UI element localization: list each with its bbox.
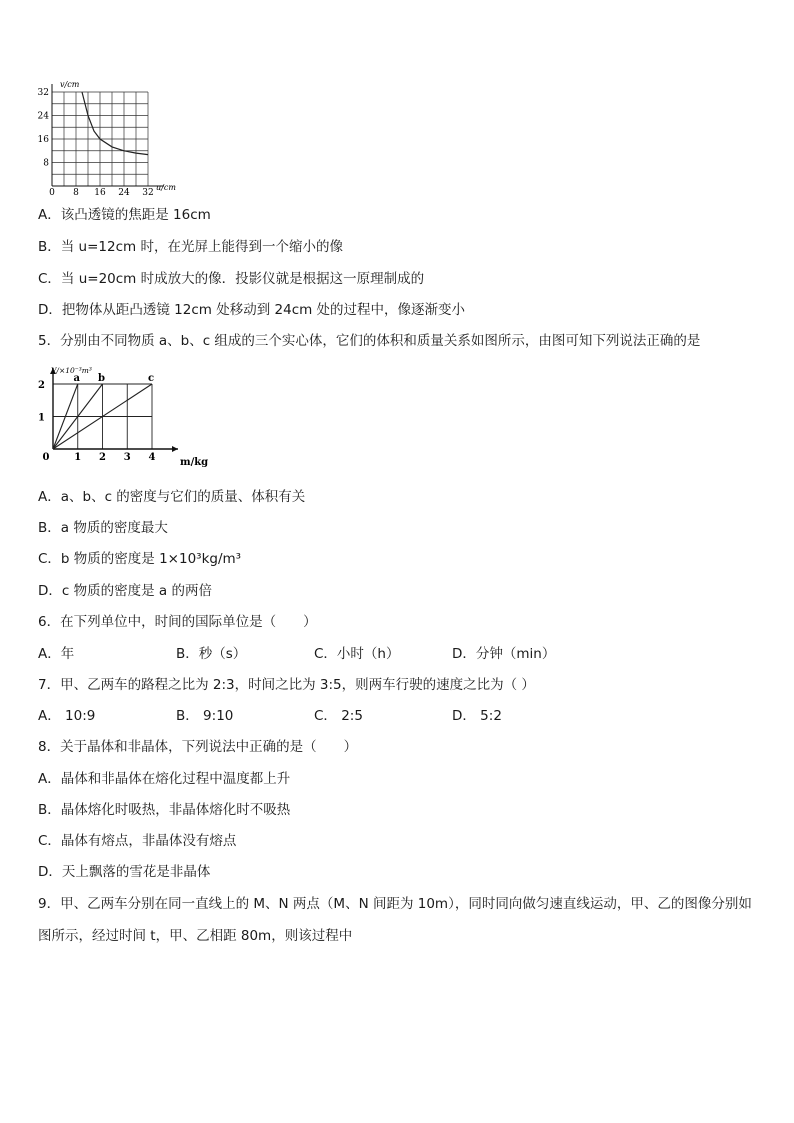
volume-mass-y-tick: 2 [38,380,45,391]
q7-option-d[interactable]: D． 5:2 [452,708,502,724]
lens-graph-y-tick: 24 [37,111,49,122]
q7-option-a[interactable]: A． 10:9 [38,708,96,724]
q8-stem: 8．关于晶体和非晶体，下列说法中正确的是（ ） [38,739,358,755]
q7-stem: 7．甲、乙两车的路程之比为 2:3，时间之比为 3:5，则两车行驶的速度之比为（ ） [38,677,535,693]
lens-graph-x-tick: 24 [118,188,130,198]
volume-mass-x-tick: 0 [42,452,50,463]
q5-stem: 5．分别由不同物质 a、b、c 组成的三个实心体，它们的体积和质量关系如图所示，由图可知下列说法正确的是 [38,333,701,349]
lens-graph-x-tick: 8 [73,188,79,198]
q6-option-b[interactable]: B．秒（s） [176,646,247,662]
series-label-a: a [73,373,80,384]
lens-graph-xlabel: u/cm [156,183,176,192]
q5-option-b[interactable]: B．a 物质的密度最大 [38,520,168,536]
lens-graph-y-tick: 8 [43,158,49,169]
volume-mass-y-tick: 1 [38,412,45,424]
volume-mass-graph-ylabel: V/×10⁻³m³ [51,366,92,375]
lens-graph-x-tick: 0 [49,188,55,198]
q5-option-a[interactable]: A．a、b、c 的密度与它们的质量、体积有关 [38,489,306,505]
lens-graph-x-tick: 32 [142,188,154,198]
q8-option-a[interactable]: A．晶体和非晶体在熔化过程中温度都上升 [38,771,291,787]
lens-graph-x-tick: 16 [94,188,106,198]
q6-option-d[interactable]: D．分钟（min） [452,646,556,662]
q5-option-d[interactable]: D．c 物质的密度是 a 的两倍 [38,583,212,599]
volume-mass-graph-ticks [38,380,155,463]
lens-graph-y-tick: 16 [37,135,49,145]
q6-option-a[interactable]: A．年 [38,646,75,662]
series-label-c: c [147,373,155,384]
lens-graph-curve [82,92,148,155]
volume-mass-x-tick: 2 [99,452,106,463]
q9-stem: 9．甲、乙两车分别在同一直线上的 M、N 两点（M、N 间距为 10m），同时同向做匀速直线运动，甲、乙的图像分别如图所示，经过时间 t，甲、乙相距 80m，则该过程中 [38,896,752,944]
q4-option-d[interactable]: D．把物体从距凸透镜 12cm 处移动到 24cm 处的过程中，像逐渐变小 [38,302,466,318]
q4-option-c[interactable]: C．当 u=20cm 时成放大的像．投影仪就是根据这一原理制成的 [38,271,425,287]
q7-option-b[interactable]: B． 9:10 [176,708,234,724]
volume-mass-x-arrow [172,446,178,452]
lens-graph [34,78,194,198]
volume-mass-graph-axes [50,368,178,452]
q5-option-c[interactable]: C．b 物质的密度是 1×10³kg/m³ [38,551,242,567]
volume-mass-graph-xlabel: m/kg [180,457,209,468]
lens-graph-axes [52,84,164,186]
lens-graph-y-tick: 32 [37,88,49,98]
lens-graph-ylabel: v/cm [60,80,80,89]
q6-option-c[interactable]: C．小时（h） [314,646,400,662]
q6-stem: 6．在下列单位中，时间的国际单位是（ ） [38,614,317,630]
q8-option-c[interactable]: C．晶体有熔点，非晶体没有熔点 [38,833,237,849]
volume-mass-graph [34,364,224,476]
q4-option-a[interactable]: A．该凸透镜的焦距是 16cm [38,207,211,223]
q8-option-b[interactable]: B．晶体熔化时吸热，非晶体熔化时不吸热 [38,802,291,818]
series-label-b: b [98,373,105,384]
volume-mass-x-tick: 4 [148,452,156,463]
volume-mass-x-tick: 1 [74,452,82,463]
q8-option-d[interactable]: D．天上飘落的雪花是非晶体 [38,864,211,880]
volume-mass-x-tick: 3 [123,452,131,463]
q4-option-b[interactable]: B．当 u=12cm 时，在光屏上能得到一个缩小的像 [38,239,343,255]
q7-option-c[interactable]: C． 2:5 [314,708,363,724]
